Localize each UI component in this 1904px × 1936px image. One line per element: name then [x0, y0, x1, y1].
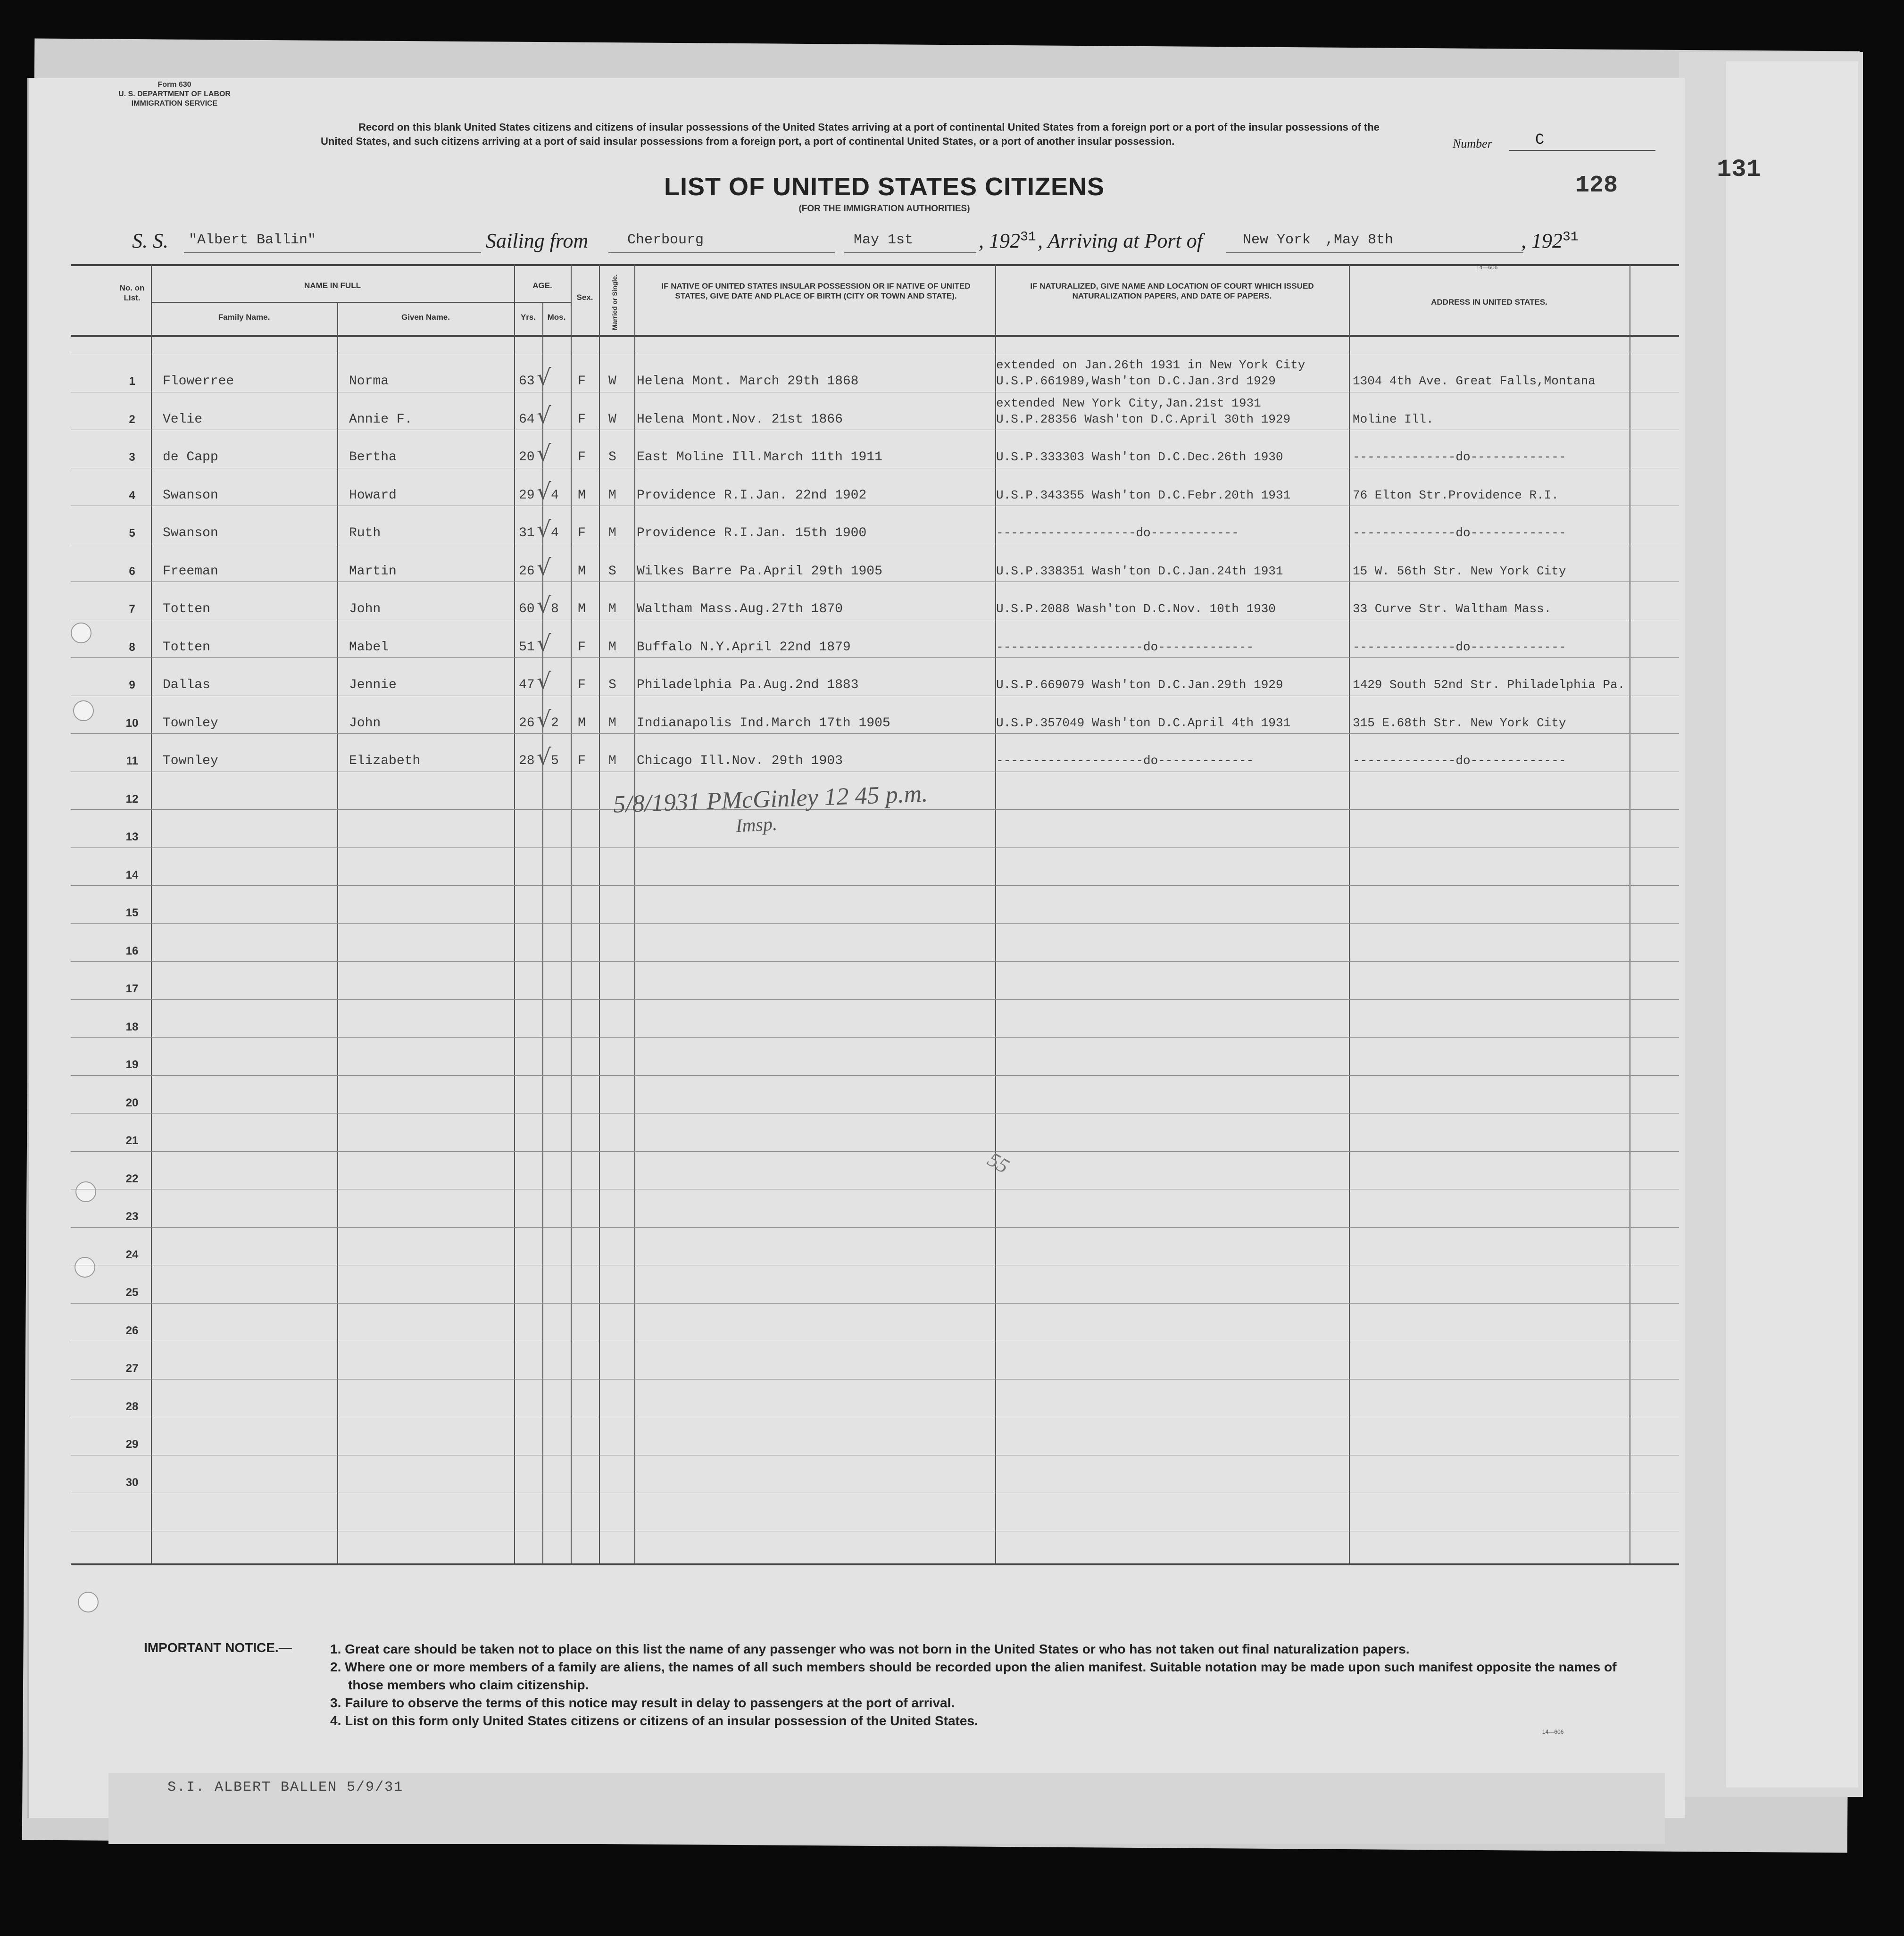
check-mark-icon: √ [537, 516, 551, 543]
row-number: 11 [126, 755, 138, 767]
sex: F [578, 640, 586, 655]
print-code-top: 14—606 [1476, 264, 1498, 271]
marital-status: M [608, 526, 616, 540]
row-number: 22 [125, 1172, 139, 1185]
marital-status: M [608, 754, 616, 768]
check-mark-icon: √ [537, 365, 551, 391]
given-name: John [349, 602, 381, 616]
check-mark-icon: √ [537, 403, 551, 429]
arrival-date: ,May 8th [1325, 232, 1394, 248]
address: --------------do------------- [1353, 640, 1566, 654]
row-number: 17 [125, 982, 139, 995]
address: Moline Ill. [1353, 412, 1434, 426]
table-top-border [71, 264, 1679, 266]
age-months: 5 [551, 754, 559, 768]
sex: M [578, 488, 586, 503]
row-number: 2 [129, 413, 135, 426]
row-number: 15 [125, 906, 139, 919]
birth-place-date: Philadelphia Pa.Aug.2nd 1883 [637, 678, 859, 692]
row-number: 29 [125, 1438, 139, 1451]
col-divider [571, 264, 572, 1563]
row-number: 14 [125, 869, 139, 881]
punch-hole [75, 1181, 96, 1202]
sex: F [578, 412, 586, 427]
arrival-year [1521, 229, 1579, 253]
naturalization: U.S.P.2088 Wash'ton D.C.Nov. 10th 1930 [996, 602, 1276, 616]
arrival-port: New York [1243, 232, 1311, 248]
header-married-single: Married or Single. [611, 274, 618, 330]
address: 1429 South 52nd Str. Philadelphia Pa. [1353, 678, 1625, 692]
family-name: de Capp [163, 450, 218, 465]
row-number: 19 [125, 1058, 139, 1071]
given-name: Norma [349, 374, 389, 389]
sex: F [578, 678, 586, 692]
row-number: 20 [125, 1097, 139, 1109]
header-address: ADDRESS IN UNITED STATES. [1431, 298, 1547, 307]
naturalization: U.S.P.357049 Wash'ton D.C.April 4th 1931 [996, 716, 1291, 730]
sex: F [578, 450, 586, 465]
given-name: John [349, 716, 381, 731]
address: 315 E.68th Str. New York City [1353, 716, 1566, 730]
arriving-label: , Arriving at Port of [1038, 229, 1203, 252]
row-rule [71, 999, 1679, 1000]
ship-name: "Albert Ballin" [189, 232, 316, 248]
naturalization: U.S.P.338351 Wash'ton D.C.Jan.24th 1931 [996, 564, 1283, 578]
marital-status: S [608, 564, 616, 579]
adjacent-page [1726, 61, 1858, 1787]
birth-place-date: Providence R.I.Jan. 22nd 1902 [637, 488, 867, 503]
birth-place-date: Buffalo N.Y.April 22nd 1879 [637, 640, 851, 655]
number-value: C [1535, 131, 1545, 149]
row-rule [71, 1037, 1679, 1038]
family-name: Flowerree [163, 374, 234, 389]
sex: F [578, 754, 586, 768]
given-name: Howard [349, 488, 397, 503]
notice-body [330, 1640, 1651, 1730]
marital-status: M [608, 602, 616, 616]
punch-hole [73, 700, 94, 721]
instructions: Record on this blank United States citizens and citizens of insular possessions of the United States arriving at a port of continental United States from a foreign port or a port of the insular possessions of the United States, and such citizens arriving at a port of said insular possessions from a foreign port, a port of continental United States, or a port of another insular possession. [321, 121, 1380, 147]
col-divider [514, 264, 515, 1563]
notice-title: IMPORTANT NOTICE.— [144, 1640, 292, 1655]
sex: M [578, 716, 586, 731]
check-mark-icon: √ [537, 440, 551, 467]
age-years: 51 [519, 640, 535, 655]
arrival-date-underline [1335, 252, 1523, 253]
naturalization-note: extended New York City,Jan.21st 1931 [996, 396, 1261, 410]
check-mark-icon: √ [537, 706, 551, 733]
family-name: Totten [163, 602, 210, 616]
manifest-page [27, 78, 1685, 1818]
age-months: 4 [551, 526, 559, 540]
row-rule [71, 1227, 1679, 1228]
department: U. S. DEPARTMENT OF LABOR [118, 90, 231, 98]
marital-status: M [608, 488, 616, 503]
sex: F [578, 526, 586, 540]
family-name: Townley [163, 754, 218, 768]
check-mark-icon: √ [537, 631, 551, 657]
row-number: 26 [125, 1324, 139, 1337]
col-divider [151, 264, 152, 1563]
birth-place-date: Waltham Mass.Aug.27th 1870 [637, 602, 843, 616]
age-years: 47 [519, 678, 535, 692]
address: 33 Curve Str. Waltham Mass. [1353, 602, 1552, 616]
notice-item: 4. List on this form only United States citizens or citizens of an insular possession of the United States. [330, 1713, 978, 1728]
form-number: Form 630 [158, 81, 191, 89]
header-no-on-list: No. on List. [119, 283, 145, 302]
birth-place-date: Wilkes Barre Pa.April 29th 1905 [637, 564, 882, 579]
birth-place-date: Helena Mont.Nov. 21st 1866 [637, 412, 843, 427]
arrival-port-underline [1226, 252, 1335, 253]
family-name: Freeman [163, 564, 218, 579]
year-prefix: , 192 [979, 229, 1020, 252]
check-mark-icon: √ [537, 668, 551, 695]
birth-place-date: East Moline Ill.March 11th 1911 [637, 450, 882, 465]
sailing-port: Cherbourg [627, 232, 704, 248]
row-number: 3 [129, 451, 135, 464]
naturalization: -------------------do------------ [996, 526, 1239, 540]
naturalization: --------------------do------------- [996, 754, 1254, 768]
check-mark-icon: √ [537, 592, 551, 619]
col-divider [634, 264, 635, 1563]
inspector-annotation-title: Imsp. [735, 813, 778, 837]
punch-hole [78, 1592, 99, 1612]
punch-hole [71, 623, 91, 643]
check-mark-icon: √ [537, 555, 551, 581]
family-name: Dallas [163, 678, 210, 692]
address: 76 Elton Str.Providence R.I. [1353, 488, 1559, 502]
header-yrs: Yrs. [520, 313, 536, 322]
birth-place-date: Indianapolis Ind.March 17th 1905 [637, 716, 890, 731]
number-label: Number [1453, 137, 1492, 150]
address: 15 W. 56th Str. New York City [1353, 564, 1566, 578]
age-years: 64 [519, 412, 535, 427]
check-mark-icon: √ [537, 744, 551, 771]
marital-status: S [608, 450, 616, 465]
marital-status: W [608, 412, 616, 427]
row-number: 18 [125, 1021, 139, 1033]
header-sex: Sex. [576, 293, 593, 302]
header-given-name: Given Name. [401, 313, 450, 322]
birth-place-date: Providence R.I.Jan. 15th 1900 [637, 526, 867, 540]
punch-hole [75, 1257, 95, 1278]
age-years: 29 [519, 488, 535, 503]
given-name: Elizabeth [349, 754, 421, 768]
header-birth: IF NATIVE OF UNITED STATES INSULAR POSSESSION OR IF NATIVE OF UNITED STATES, GIVE DATE AND PLACE OF BIRTH (CITY OR TOWN AND STATE). [661, 282, 971, 300]
page-title: LIST OF UNITED STATES CITIZENS [664, 173, 1105, 201]
row-rule [71, 885, 1679, 886]
family-name: Swanson [163, 488, 218, 503]
table-bottom-border [71, 1563, 1679, 1565]
age-years: 20 [519, 450, 535, 465]
header-bottom-border [71, 335, 1679, 337]
naturalization: U.S.P.28356 Wash'ton D.C.April 30th 1929 [996, 412, 1291, 426]
address: --------------do------------- [1353, 450, 1566, 464]
row-number: 13 [125, 831, 139, 843]
date-underline [844, 252, 976, 253]
notice-item: 2. Where one or more members of a family are aliens, the names of all such members should be recorded upon the alien manifest. Suitable notation may be made upon such manifest opposite the names of those members who claim citizenship. [330, 1660, 1617, 1692]
row-number: 8 [129, 641, 135, 654]
port-underline [608, 252, 835, 253]
row-rule [71, 1075, 1679, 1076]
sex: M [578, 602, 586, 616]
row-rule [71, 923, 1679, 924]
marital-status: M [608, 716, 616, 731]
row-number: 16 [125, 945, 139, 957]
row-number: 21 [125, 1134, 139, 1147]
age-months: 8 [551, 602, 559, 616]
sailing-year-suffix: 31 [1020, 230, 1036, 245]
sailing-label: Sailing from [486, 229, 589, 252]
row-number: 10 [125, 717, 139, 730]
row-rule [71, 733, 1679, 734]
row-number: 7 [129, 603, 135, 615]
page-number: 128 [1575, 172, 1618, 199]
col-divider [599, 264, 600, 1563]
marital-status: S [608, 678, 616, 692]
age-years: 26 [519, 716, 535, 731]
sex: F [578, 374, 586, 389]
row-number: 1 [129, 375, 135, 388]
header-age: AGE. [532, 281, 552, 290]
family-name: Velie [163, 412, 203, 427]
age-months: 4 [551, 488, 559, 503]
sheet-number: 131 [1717, 156, 1761, 183]
family-name: Swanson [163, 526, 218, 540]
given-name: Annie F. [349, 412, 413, 427]
row-number: 12 [125, 793, 139, 806]
naturalization: --------------------do------------- [996, 640, 1254, 654]
address: --------------do------------- [1353, 526, 1566, 540]
col-divider [1349, 264, 1350, 1563]
row-number: 28 [125, 1400, 139, 1413]
given-name: Martin [349, 564, 397, 579]
row-number: 25 [125, 1286, 139, 1299]
naturalization: U.S.P.343355 Wash'ton D.C.Febr.20th 1931 [996, 488, 1291, 502]
address: 1304 4th Ave. Great Falls,Montana [1353, 374, 1596, 388]
notice-item: 1. Great care should be taken not to place on this list the name of any passenger who was not born in the United States or who has not taken out final naturalization papers. [330, 1642, 1410, 1656]
given-name: Ruth [349, 526, 381, 540]
row-rule [71, 1151, 1679, 1152]
row-number: 27 [125, 1362, 139, 1375]
row-rule [71, 657, 1679, 658]
naturalization: U.S.P.333303 Wash'ton D.C.Dec.26th 1930 [996, 450, 1283, 464]
inspector-annotation: 5/8/1931 PMcGinley 12 45 p.m. [613, 780, 929, 818]
row-number: 23 [125, 1210, 139, 1223]
age-years: 26 [519, 564, 535, 579]
form-identifier [71, 80, 278, 108]
age-months: 2 [551, 716, 559, 731]
birth-place-date: Helena Mont. March 29th 1868 [637, 374, 859, 389]
naturalization: U.S.P.661989,Wash'ton D.C.Jan.3rd 1929 [996, 374, 1276, 388]
service: IMMIGRATION SERVICE [131, 100, 218, 108]
row-number: 24 [125, 1248, 139, 1261]
family-name: Townley [163, 716, 218, 731]
col-divider [337, 302, 338, 1563]
row-number: 9 [129, 679, 135, 691]
given-name: Jennie [349, 678, 397, 692]
marital-status: M [608, 640, 616, 655]
row-rule [71, 961, 1679, 962]
address: --------------do------------- [1353, 754, 1566, 768]
notice-item: 3. Failure to observe the terms of this notice may result in delay to passengers at the port of arrival. [330, 1695, 955, 1710]
page-subtitle: (FOR THE IMMIGRATION AUTHORITIES) [798, 204, 970, 214]
age-years: 28 [519, 754, 535, 768]
birth-place-date: Chicago Ill.Nov. 29th 1903 [637, 754, 843, 768]
row-number: 4 [129, 489, 135, 502]
sailing-year [979, 229, 1036, 253]
row-number: 5 [129, 527, 135, 540]
header-naturalized: IF NATURALIZED, GIVE NAME AND LOCATION OF COURT WHICH ISSUED NATURALIZATION PAPERS, AND DATE OF PAPERS. [1030, 282, 1314, 300]
bottom-stamp: S.I. ALBERT BALLEN 5/9/31 [167, 1779, 404, 1795]
naturalization: U.S.P.669079 Wash'ton D.C.Jan.29th 1929 [996, 678, 1283, 692]
age-years: 63 [519, 374, 535, 389]
ss-label: S. S. [132, 229, 168, 252]
sex: M [578, 564, 586, 579]
naturalization-note: extended on Jan.26th 1931 in New York City [996, 358, 1305, 372]
marital-status: W [608, 374, 616, 389]
print-code-bottom: 14—606 [1542, 1728, 1564, 1735]
check-mark-icon: √ [537, 479, 551, 505]
ship-underline [184, 252, 481, 253]
given-name: Mabel [349, 640, 389, 655]
header-mos: Mos. [547, 313, 566, 322]
name-subheader-line [151, 302, 514, 303]
age-years: 31 [519, 526, 535, 540]
row-number: 6 [129, 565, 135, 578]
number-underline [1509, 150, 1655, 151]
given-name: Bertha [349, 450, 397, 465]
sailing-date: May 1st [854, 232, 914, 248]
year-prefix: , 192 [1521, 229, 1563, 252]
row-number: 30 [125, 1476, 139, 1489]
row-rule [71, 1303, 1679, 1304]
header-name-in-full: NAME IN FULL [304, 281, 361, 290]
age-years: 60 [519, 602, 535, 616]
arrival-year-suffix: 31 [1563, 230, 1579, 245]
margin-mark: 55 [983, 1147, 1014, 1178]
header-family-name: Family Name. [218, 313, 270, 322]
family-name: Totten [163, 640, 210, 655]
